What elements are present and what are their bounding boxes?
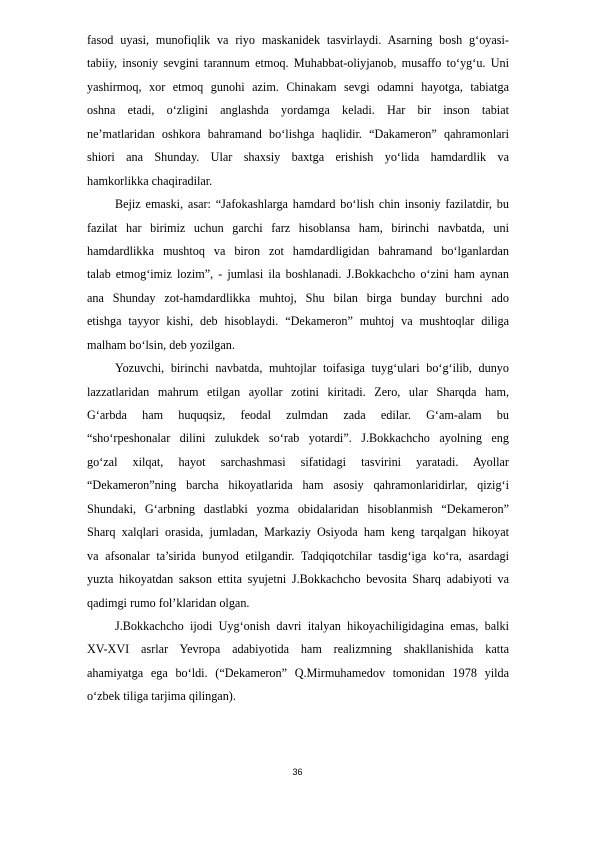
text-line: J.Bokkachcho ijodi Uyg‘onish davri italyan hikoyachiligidagina emas, balki (115, 618, 509, 633)
paragraph (87, 615, 509, 709)
page-number: 36 (292, 767, 303, 777)
text-line: ne’matlaridan oshkora bahramand bo‘lishga haqlidir. “Dakameron” qahramonlari (87, 126, 509, 141)
text-line: lazzatlaridan mahrum etilgan ayollar zotini kiritadi. Zero, ular Sharqda ham, (87, 384, 509, 399)
text-line: fazilat har birimiz uchun garchi farz hisoblansa ham, birinchi navbatda, uni (87, 220, 509, 235)
paragraph (87, 29, 509, 193)
text-line: yuzta hikoyatdan sakson ettita syujetni J.Bokkachcho bevosita Sharq adabiyoti va (87, 572, 509, 587)
text-line: oshna etadi, o‘zligini anglashda yordamga keladi. Har bir inson tabiat (87, 103, 509, 118)
text-line: qadimgi rumo fol’klaridan olgan. (87, 595, 250, 610)
body-text (87, 29, 509, 709)
text-line: Yozuvchi, birinchi navbatda, muhtojlar toifasiga tuyg‘ulari bo‘g‘ilib, dunyo (115, 361, 509, 376)
text-line: va afsonalar ta’sirida bunyod etilgandir. Tadqiqotchilar tasdig‘iga ko‘ra, asardagi (87, 548, 509, 563)
text-line: XV-XVI asrlar Yevropa adabiyotida ham realizmning shakllanishida katta (87, 642, 509, 657)
text-line: Shundaki, G‘arbning dastlabki yozma obidalaridan hisoblanmish “Dekameron” (87, 501, 509, 516)
text-line: hamdardlikka mushtoq va biron zot hamdardligidan bahramand bo‘lganlardan (87, 243, 509, 258)
text-line: ahamiyatga ega bo‘ldi. (“Dekameron” Q.Mirmuhamedov tomonidan 1978 yilda (87, 665, 509, 680)
text-line: yashirmoq, xor etmoq gunohi azim. Chinakam sevgi odamni hayotga, tabiatga (87, 79, 509, 94)
text-line: G‘arbda ham huquqsiz, feodal zulmdan zada edilar. G‘am-alam bu (87, 408, 509, 422)
text-line: ana Shunday zot-hamdardlikka muhtoj, Shu bilan birga bunday burchni ado (87, 290, 509, 305)
text-line: Sharq xalqlari orasida, jumladan, Markaziy Osiyoda ham keng tarqalgan hikoyat (87, 525, 509, 540)
text-line: hamkorlikka chaqiradilar. (87, 173, 213, 188)
text-line: “sho‘rpeshonalar dilini zulukdek so‘rab yotardi”. J.Bokkachcho ayolning eng (87, 431, 509, 446)
text-line: shiori ana Shunday. Ular shaxsiy baxtga erishish yo‘lida hamdardlik va (87, 150, 509, 165)
text-line: go‘zal xilqat, hayot sarchashmasi sifatidagi tasvirini yaratadi. Ayollar (87, 454, 509, 469)
paragraph (87, 193, 509, 357)
text-line: o‘zbek tiliga tarjima qilingan). (87, 689, 236, 704)
text-line: talab etmog‘imiz lozim”, - jumlasi ila boshlanadi. J.Bokkachcho o‘zini ham aynan (87, 267, 509, 282)
text-line: malham bo‘lsin, deb yozilgan. (87, 337, 235, 352)
text-line: etishga tayyor kishi, deb hisoblaydi. “Dekameron” muhtoj va mushtoqlar diliga (87, 314, 509, 329)
text-line: tabiiy, insoniy sevgini tarannum etmoq. Muhabbat-oliyjanob, musaffo to‘yg‘u. Uni (87, 56, 509, 71)
paragraph (87, 357, 509, 615)
text-line: fasod uyasi, munofiqlik va riyo maskanidek tasvirlaydi. Asarning bosh g‘oyasi- (87, 33, 509, 47)
text-line: Bejiz emaski, asar: “Jafokashlarga hamdard bo‘lish chin insoniy fazilatdir, bu (115, 197, 509, 212)
text-line: “Dekameron”ning barcha hikoyatlarida ham asosiy qahramonlaridirlar, qizig‘i (87, 478, 509, 493)
